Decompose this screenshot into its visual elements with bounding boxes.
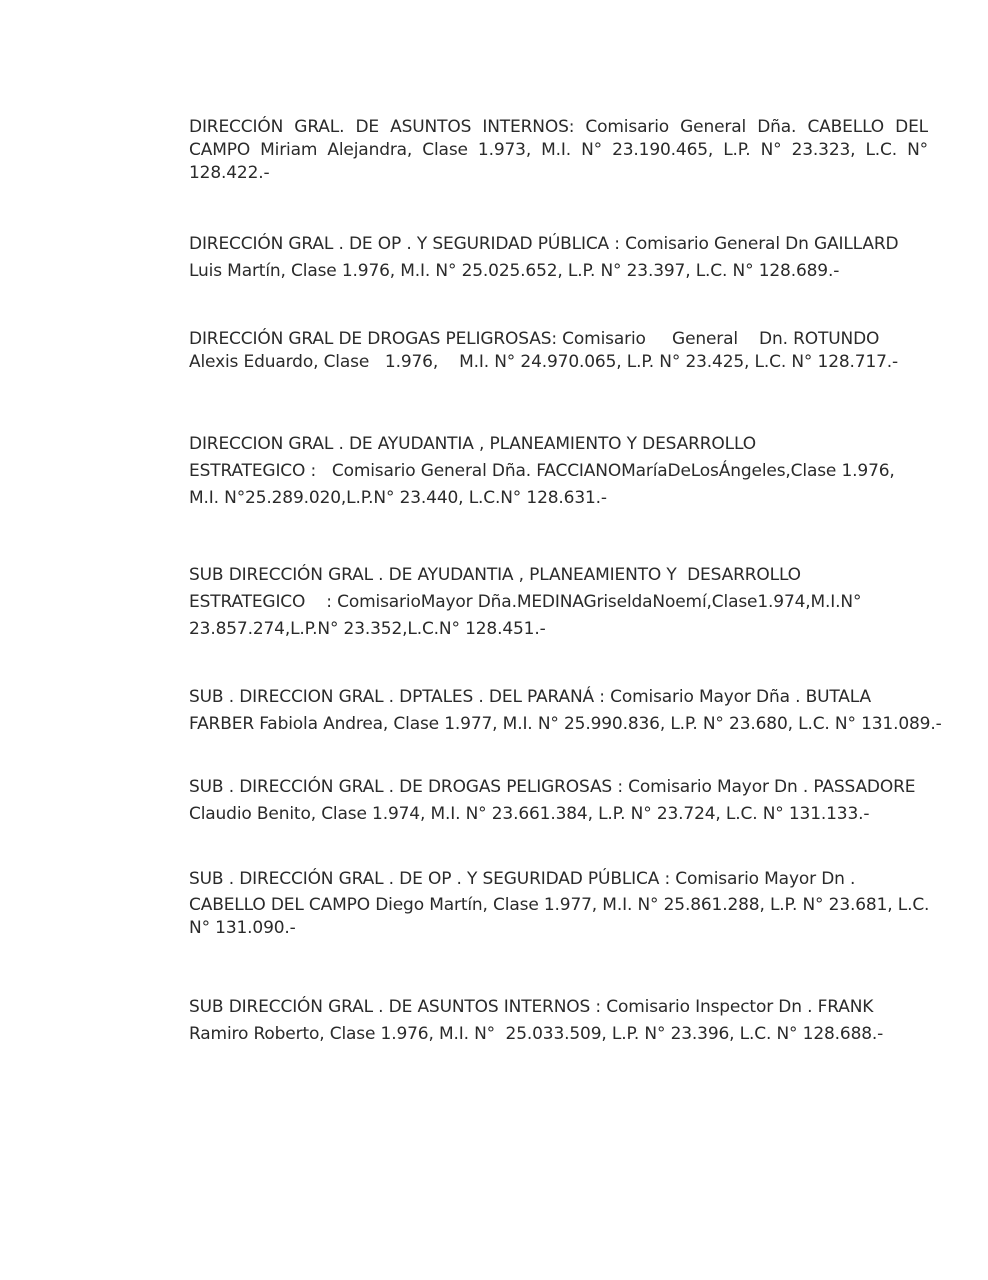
- entry-line: SUB . DIRECCION GRAL . DPTALES . DEL PARANÁ : Comisario Mayor Dña . BUTALA: [189, 687, 871, 707]
- entry-line: ESTRATEGICO : Comisario General Dña. FACCIANOMaríaDeLosÁngeles,Clase 1.976,: [189, 461, 895, 481]
- entry-line: SUB . DIRECCIÓN GRAL . DE DROGAS PELIGROSAS : Comisario Mayor Dn . PASSADORE: [189, 777, 916, 797]
- entry-line: ESTRATEGICO : ComisarioMayor Dña.MEDINAGriseldaNoemí,Clase1.974,M.I.N°: [189, 592, 862, 612]
- entry-asuntos-internos-subdireccion: [189, 994, 929, 1048]
- entry-line: DIRECCIÓN GRAL . DE OP . Y SEGURIDAD PÚBLICA : Comisario General Dn GAILLARD: [189, 234, 899, 254]
- entry-line: N° 131.090.-: [189, 918, 296, 938]
- entry-line: CABELLO DEL CAMPO Diego Martín, Clase 1.977, M.I. N° 25.861.288, L.P. N° 23.681, L.C.: [189, 895, 930, 915]
- entry-drogas-peligrosas-direccion: [189, 328, 929, 374]
- entry-line: DIRECCIÓN GRAL DE DROGAS PELIGROSAS: Comisario General Dn. ROTUNDO: [189, 329, 880, 349]
- entry-line: Luis Martín, Clase 1.976, M.I. N° 25.025.652, L.P. N° 23.397, L.C. N° 128.689.-: [189, 261, 840, 281]
- entry-ayudantia-direccion: [189, 431, 929, 512]
- entry-text: DIRECCIÓN GRAL. DE ASUNTOS INTERNOS: Comisario General Dña. CABELLO DEL CAMPO Miriam Alejandra, Clase 1.973, M.I. N° 23.190.465, L.P. N° 23.323, L.C. N° 128.422.-: [189, 117, 928, 183]
- entry-seguridad-publica-subdireccion: [189, 865, 929, 940]
- entry-drogas-peligrosas-subdireccion: [189, 774, 929, 828]
- entry-line: Ramiro Roberto, Clase 1.976, M.I. N° 25.033.509, L.P. N° 23.396, L.C. N° 128.688.-: [189, 1024, 884, 1044]
- entry-dptales-parana-subdireccion: [189, 684, 942, 738]
- entry-line: 23.857.274,L.P.N° 23.352,L.C.N° 128.451.-: [189, 619, 546, 639]
- entry-line: Claudio Benito, Clase 1.974, M.I. N° 23.661.384, L.P. N° 23.724, L.C. N° 131.133.-: [189, 804, 870, 824]
- entry-line: DIRECCION GRAL . DE AYUDANTIA , PLANEAMIENTO Y DESARROLLO: [189, 434, 756, 454]
- entry-line: FARBER Fabiola Andrea, Clase 1.977, M.I. N° 25.990.836, L.P. N° 23.680, L.C. N° 131.089.-: [189, 714, 942, 734]
- entry-asuntos-internos-direccion: [189, 116, 929, 185]
- entry-line: SUB . DIRECCIÓN GRAL . DE OP . Y SEGURIDAD PÚBLICA : Comisario Mayor Dn .: [189, 869, 856, 889]
- entry-line: Alexis Eduardo, Clase 1.976, M.I. N° 24.970.065, L.P. N° 23.425, L.C. N° 128.717.-: [189, 352, 899, 372]
- entry-line: SUB DIRECCIÓN GRAL . DE AYUDANTIA , PLANEAMIENTO Y DESARROLLO: [189, 565, 801, 585]
- entry-seguridad-publica-direccion: [189, 231, 929, 285]
- entry-line: SUB DIRECCIÓN GRAL . DE ASUNTOS INTERNOS : Comisario Inspector Dn . FRANK: [189, 997, 874, 1017]
- entry-line: M.I. N°25.289.020,L.P.N° 23.440, L.C.N° 128.631.-: [189, 488, 607, 508]
- entry-ayudantia-subdireccion: [189, 562, 929, 643]
